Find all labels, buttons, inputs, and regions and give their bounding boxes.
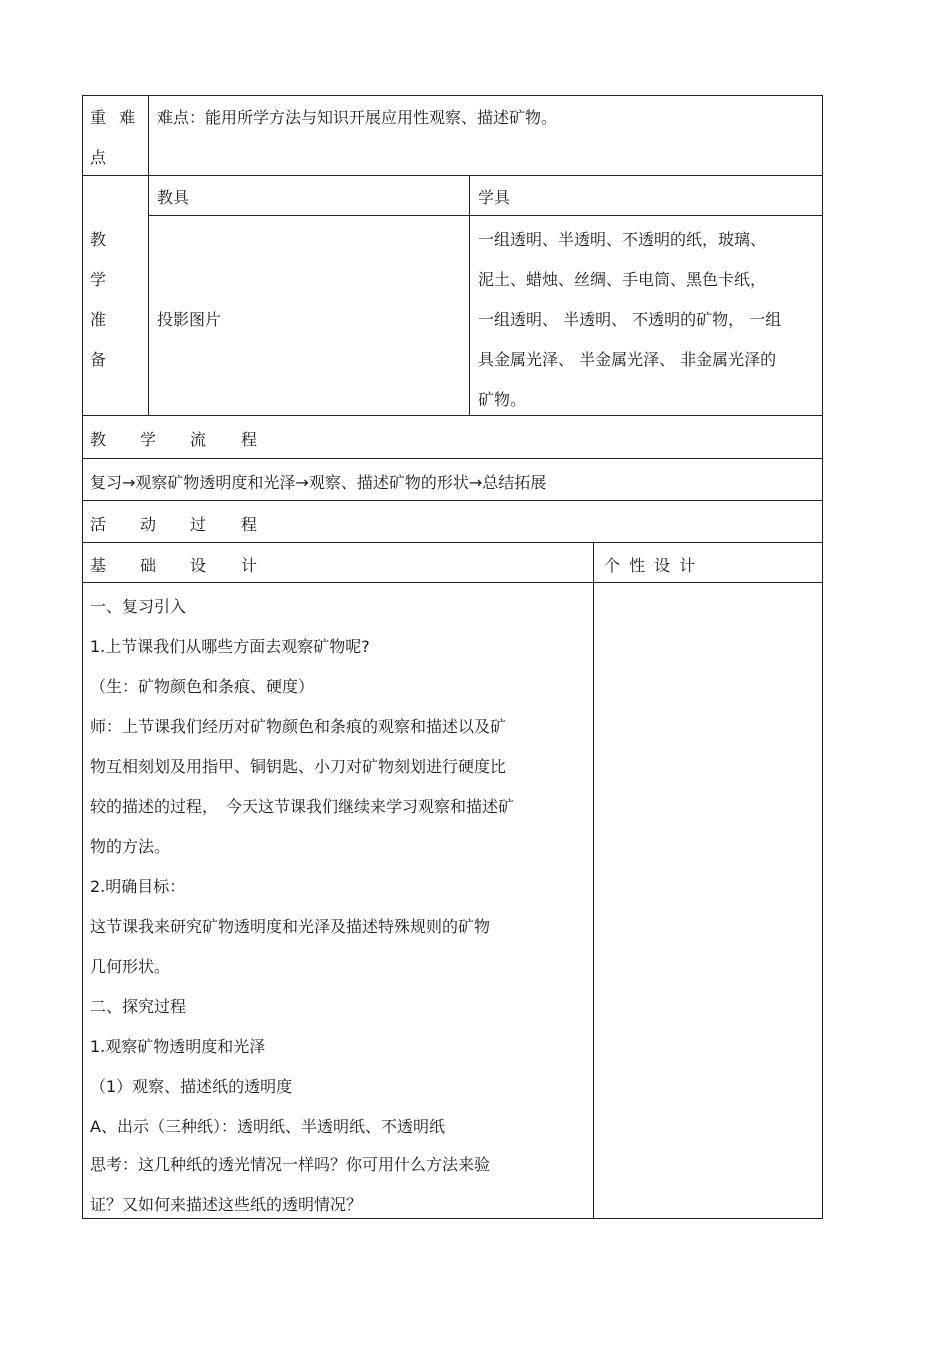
basic-design-header-char: 计	[241, 556, 258, 575]
basic-design-line: 1.上节课我们从哪些方面去观察矿物呢?	[90, 637, 370, 656]
basic-design-line: 物的方法。	[90, 837, 171, 856]
student-tools-line: 一组透明、 半透明、 不透明的矿物， 一组	[478, 310, 782, 329]
basic-design-line: 二、探究过程	[90, 997, 187, 1016]
difficulty-label-cont: 点	[90, 148, 107, 167]
flow-content: 复习→观察矿物透明度和光泽→观察、描述矿物的形状→总结拓展	[90, 473, 547, 492]
basic-design-header-char: 基	[90, 556, 107, 575]
activity-header-char: 动	[140, 515, 157, 534]
row-divider	[148, 215, 823, 216]
flow-header-char: 学	[140, 430, 157, 449]
basic-design-line: 这节课我来研究矿物透明度和光泽及描述特殊规则的矿物	[90, 917, 491, 936]
student-tools-line: 泥土、蜡烛、丝绸、手电筒、黑色卡纸，	[478, 270, 767, 289]
basic-design-line: 较的描述的过程， 今天这节课我们继续来学习观察和描述矿	[90, 797, 515, 816]
activity-header-char: 程	[241, 515, 258, 534]
row-divider	[82, 542, 823, 543]
prep-label-char: 学	[90, 270, 107, 289]
teacher-tools-header: 教具	[157, 188, 190, 207]
difficulty-label: 重 难	[90, 108, 140, 127]
basic-design-line: （1）观察、描述纸的透明度	[90, 1077, 293, 1096]
row-divider	[82, 500, 823, 501]
activity-header-char: 活	[90, 515, 107, 534]
basic-design-header-char: 设	[190, 556, 207, 575]
row-divider	[82, 458, 823, 459]
row-divider	[82, 415, 823, 416]
flow-header-char: 程	[241, 430, 258, 449]
flow-header-char: 流	[190, 430, 207, 449]
personal-design-header: 个 性 设 计	[604, 556, 698, 575]
prep-label-char: 准	[90, 310, 107, 329]
row-divider	[82, 175, 823, 176]
basic-design-header-char: 础	[140, 556, 157, 575]
personal-design-cell	[594, 583, 822, 1218]
flow-header-char: 教	[90, 430, 107, 449]
prep-label-char: 教	[90, 230, 107, 249]
basic-design-line: 思考：这几种纸的透光情况一样吗？你可用什么方法来验	[90, 1155, 491, 1174]
activity-header-char: 过	[190, 515, 207, 534]
prep-label-char: 备	[90, 350, 107, 369]
column-divider	[148, 95, 149, 415]
basic-design-line: 几何形状。	[90, 957, 171, 976]
basic-design-line: 师：上节课我们经历对矿物颜色和条痕的观察和描述以及矿	[90, 717, 507, 736]
basic-design-line: 物互相刻划及用指甲、铜钥匙、小刀对矿物刻划进行硬度比	[90, 757, 507, 776]
basic-design-line: A、出示（三种纸）：透明纸、半透明纸、不透明纸	[90, 1117, 445, 1136]
basic-design-line: 1.观察矿物透明度和光泽	[90, 1037, 266, 1056]
teacher-tools-content: 投影图片	[157, 310, 222, 329]
basic-design-line: 一、复习引入	[90, 597, 187, 616]
basic-design-line: 证？又如何来描述这些纸的透明情况？	[90, 1195, 363, 1214]
basic-design-line: 2.明确目标：	[90, 877, 186, 896]
student-tools-line: 一组透明、半透明、不透明的纸，玻璃、	[478, 230, 767, 249]
basic-design-line: （生：矿物颜色和条痕、硬度）	[90, 677, 315, 696]
student-tools-header: 学具	[478, 188, 511, 207]
difficulty-content: 难点：能用所学方法与知识开展应用性观察、描述矿物。	[157, 108, 558, 127]
column-divider	[469, 175, 470, 415]
student-tools-line: 具金属光泽、 半金属光泽、 非金属光泽的	[478, 350, 777, 369]
student-tools-line: 矿物。	[478, 390, 527, 409]
